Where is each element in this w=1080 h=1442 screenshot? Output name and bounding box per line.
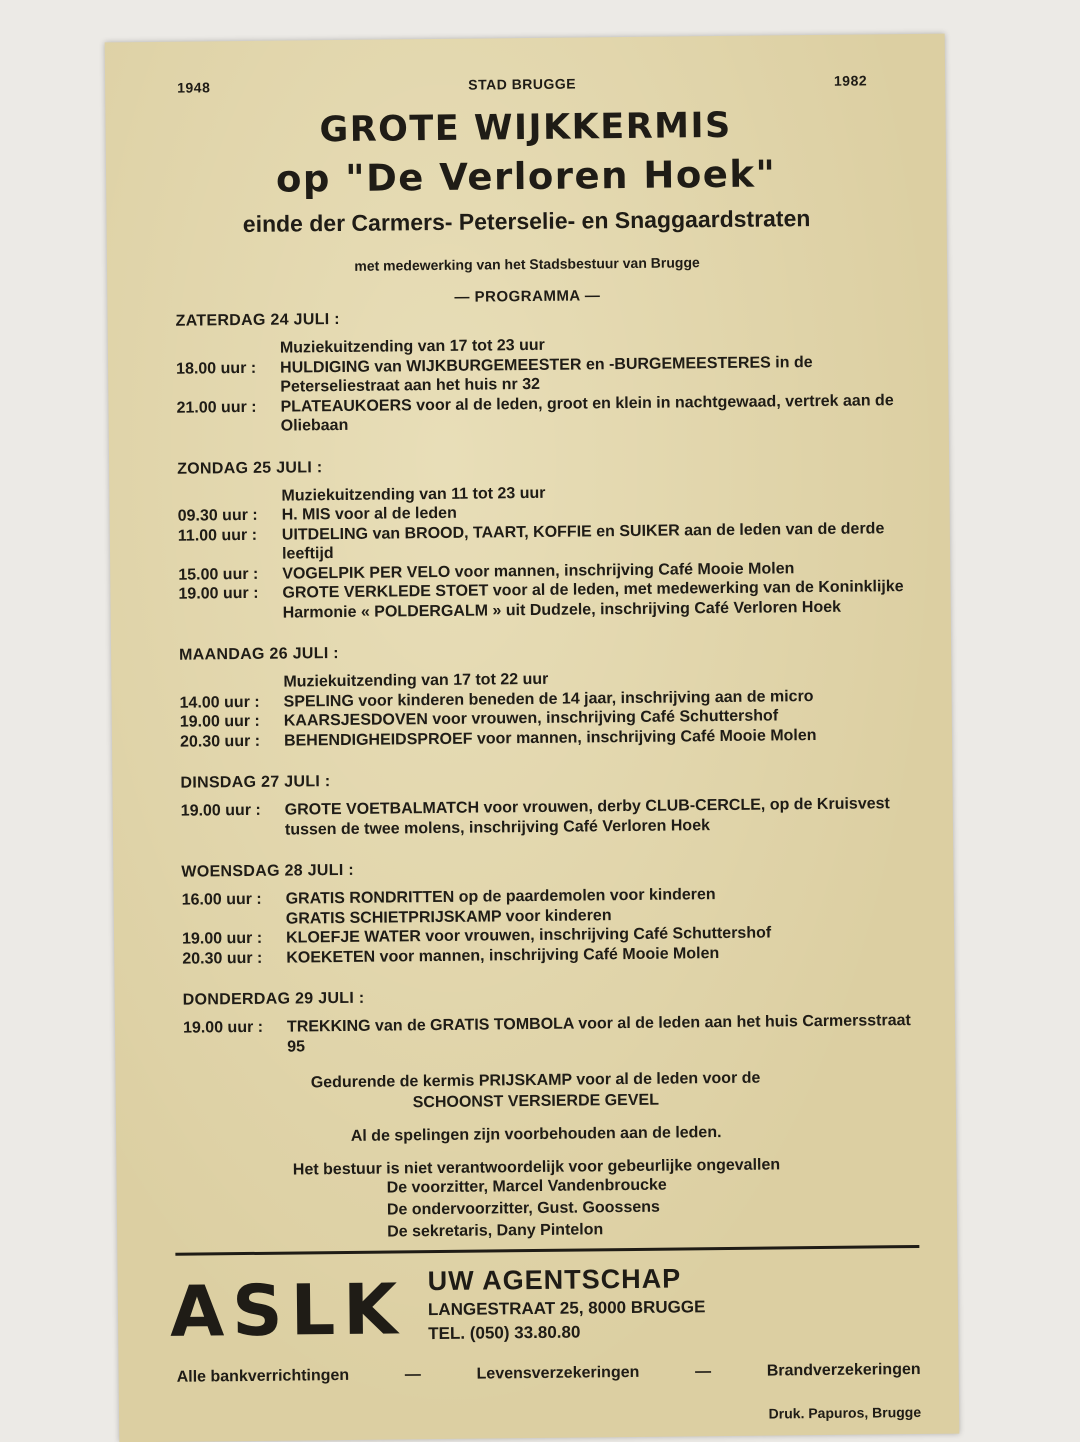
event-time: 11.00 uur : <box>177 526 258 545</box>
day-heading: DINSDAG 27 JULI : <box>180 773 331 792</box>
top-header <box>177 72 867 95</box>
event-description: TREKKING van de GRATIS TOMBOLA voor al de leden aan het huis Carmersstraat 95 <box>286 1012 911 1056</box>
signer-secretary: De sekretaris, Dany Pintelon <box>387 1221 604 1241</box>
day-heading: ZONDAG 25 JULI : <box>177 458 323 478</box>
event-row <box>178 577 918 624</box>
service-banking: Alle bankverrichtingen <box>176 1366 350 1386</box>
city-name: STAD BRUGGE <box>468 75 577 93</box>
event-time <box>176 339 280 360</box>
title-line-2: op "De Verloren Hoek" <box>275 152 777 201</box>
event-time: 20.30 uur : <box>179 732 261 751</box>
day-heading: DONDERDAG 29 JULI : <box>182 989 365 1009</box>
services-line <box>177 1361 921 1387</box>
divider-rule <box>175 1245 919 1256</box>
event-description: GRATIS SCHIETPRIJSKAMP voor kinderen <box>285 906 612 928</box>
event-time: 16.00 uur : <box>181 890 262 909</box>
event-row <box>181 794 921 841</box>
closing-notes <box>115 1066 956 1183</box>
day-block <box>180 766 921 841</box>
day-block <box>177 451 919 623</box>
subtitle: einde der Carmers- Peterselie- en Snaggaardstraten <box>242 205 811 237</box>
event-time <box>177 486 281 507</box>
event-description: KAARSJESDOVEN voor vrouwen, inschrijving Café Schuttershof <box>283 707 779 730</box>
agency-phone: TEL. (050) 33.80.80 <box>428 1322 581 1344</box>
service-life-insurance: Levensverzekeringen <box>476 1363 640 1383</box>
event-description: KLOEFJE WATER voor vrouwen, inschrijving Café Schuttershof <box>285 924 772 947</box>
event-time: 19.00 uur : <box>179 712 260 731</box>
signer-chairman: De voorzitter, Marcel Vandenbroucke <box>386 1176 667 1197</box>
event-row <box>176 390 916 437</box>
event-time: 21.00 uur : <box>176 398 257 417</box>
event-time <box>182 909 286 930</box>
cooperation-line: met medewerking van het Stadsbestuur van Brugge <box>354 254 700 274</box>
event-time: 19.00 uur : <box>180 801 261 820</box>
event-time: 20.30 uur : <box>182 949 263 968</box>
day-heading: MAANDAG 26 JULI : <box>179 645 339 664</box>
service-fire-insurance: Brandverzekeringen <box>766 1360 921 1380</box>
event-time: 18.00 uur : <box>176 359 257 378</box>
day-heading: ZATERDAG 24 JULI : <box>175 310 340 330</box>
event-description: Muziekuitzending van 17 tot 22 uur <box>283 670 549 691</box>
separator-dash: — <box>404 1366 421 1384</box>
liability-note: Het bestuur is niet verantwoordelijk voor gebeurlijke ongevallen <box>292 1156 781 1179</box>
signer-vice-chairman: De ondervoorzitter, Gust. Goossens <box>386 1198 660 1219</box>
agency-block <box>428 1261 706 1346</box>
signers <box>387 1175 668 1244</box>
event-description: UITDELING van BROOD, TAART, KOFFIE en SUIKER aan de leden van de derde leeftijd <box>281 519 885 563</box>
day-block <box>179 638 920 752</box>
year-left: 1948 <box>177 79 211 96</box>
event-row <box>183 1011 923 1058</box>
event-description: Muziekuitzending van 17 tot 23 uur <box>279 336 545 357</box>
year-right: 1982 <box>833 72 868 89</box>
day-block <box>181 855 922 969</box>
event-description: HULDIGING van WIJKBURGEMEESTER en -BURGEMEESTERES in de Peterseliestraat aan het huis nr 32 <box>280 353 813 396</box>
program-schedule <box>176 304 924 1058</box>
aslk-logo: ASLK <box>169 1268 406 1353</box>
event-time: 15.00 uur : <box>178 565 259 584</box>
event-time: 19.00 uur : <box>181 929 263 948</box>
agency-address: LANGESTRAAT 25, 8000 BRUGGE <box>427 1297 706 1320</box>
event-description: VOGELPIK PER VELO voor mannen, inschrijving Café Mooie Molen <box>282 559 795 583</box>
event-description: Muziekuitzending van 11 tot 23 uur <box>281 484 546 505</box>
event-description: H. MIS voor al de leden <box>281 504 457 524</box>
event-time: 19.00 uur : <box>182 1018 264 1037</box>
contest-line-2: SCHOONST VERSIERDE GEVEL <box>412 1091 660 1112</box>
title-line-1: GROTE WIJKKERMIS <box>319 105 732 151</box>
event-time: 14.00 uur : <box>179 693 260 712</box>
agency-heading: UW AGENTSCHAP <box>427 1263 682 1297</box>
event-description: GROTE VOETBALMATCH voor vrouwen, derby CLUB-CERCLE, op de Kruisvest tussen de twee molens, inschrijving Café Verloren Hoek <box>284 795 890 839</box>
day-block <box>176 304 917 437</box>
separator-dash: — <box>694 1363 712 1381</box>
day-heading: WOENSDAG 28 JULI : <box>181 861 355 881</box>
event-description: PLATEAUKOERS voor al de leden, groot en klein in nachtgewaad, vertrek aan de Oliebaan <box>280 391 894 435</box>
reserved-note: Al de spelingen zijn voorbehouden aan de leden. <box>350 1124 722 1145</box>
flyer-sheet <box>105 34 960 1442</box>
event-time: 19.00 uur : <box>178 584 259 603</box>
event-description: KOEKETEN voor mannen, inschrijving Café Mooie Molen <box>286 944 720 967</box>
contest-line-1: Gedurende de kermis PRIJSKAMP voor al de leden voor de <box>310 1069 761 1092</box>
event-description: SPELING voor kinderen beneden de 14 jaar, inschrijving aan de micro <box>283 687 814 711</box>
program-heading: — PROGRAMMA — <box>454 287 601 306</box>
event-description: BEHENDIGHEIDSPROEF voor mannen, inschrijving Café Mooie Molen <box>283 726 817 750</box>
event-time <box>179 673 283 694</box>
event-description: GROTE VERKLEDE STOET voor al de leden, met medewerking van de Koninklijke Harmonie « POLDERGALM » uit Dudzele, inschrijving Café Verloren Hoek <box>282 578 904 622</box>
day-block <box>183 983 924 1058</box>
event-time: 09.30 uur : <box>177 506 258 525</box>
printer-credit: Druk. Papuros, Brugge <box>768 1403 922 1422</box>
event-description: GRATIS RONDRITTEN op de paardemolen voor kinderen <box>285 886 716 908</box>
